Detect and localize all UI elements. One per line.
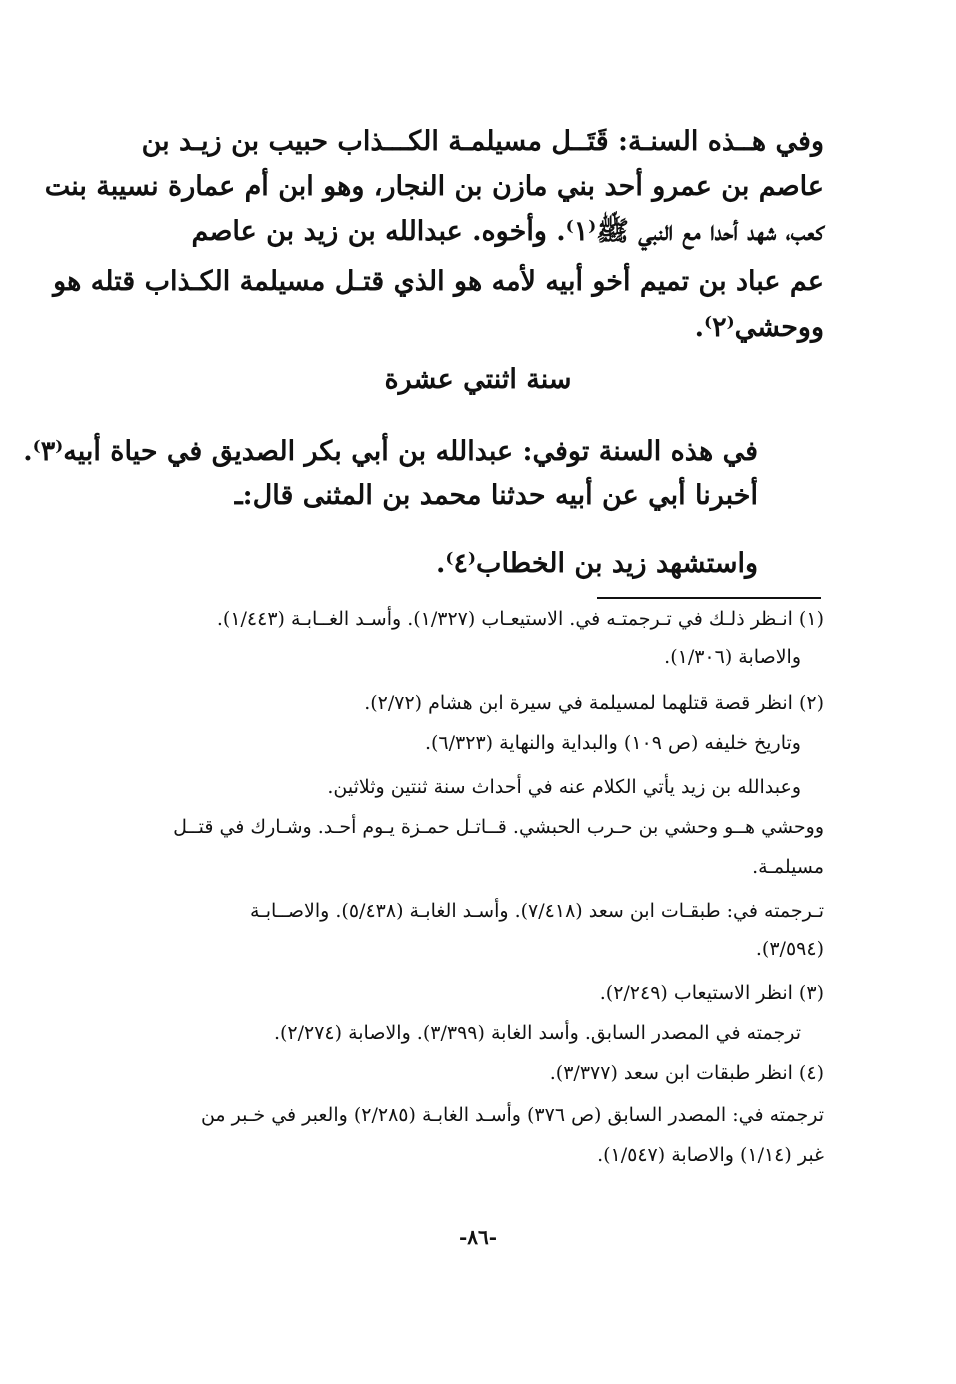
body-line: عم عباد بن تميم أخو أبيه لأمه هو الذي قتـل مسيلمة الكـذاب قتله هو <box>53 266 824 297</box>
body-line: ووحشي⁽٢⁾. <box>694 312 824 343</box>
footnote-line: غبر (١/١٤) والاصابة (١/٥٤٧). <box>597 1144 824 1166</box>
footnote-line: ترجمته في: المصدر السابق (ص ٣٧٦) وأسـد الغابـة (٢/٢٨٥) والعبر في خـبر من <box>200 1104 824 1126</box>
footnote-line: وتاريخ خليفه (ص ١٠٩) والبداية والنهاية (٦/٣٢٣). <box>424 732 801 754</box>
footnote-line: (٣) انظر الاستيعاب (٢/٢٤٩). <box>599 982 824 1004</box>
body-line: عاصم بن عمرو أحد بني مازن بن النجار، وهو ابن أم عمارة نسيبة بنت <box>44 171 824 202</box>
footnote-line: والاصابة (١/٣٠٦). <box>664 646 801 668</box>
footnote-line: (٤) انظر طبقات ابن سعد (٣/٣٧٧). <box>549 1062 824 1084</box>
body-line: كعب، شهد أحدا مع النبي ﷺ⁽١⁾. وأخوه. عبدالله بن زيد بن عاصم <box>191 216 824 247</box>
section-line: واستشهد زيد بن الخطاب⁽٤⁾. <box>436 548 758 579</box>
section-heading: سنة اثنتي عشرة <box>384 364 572 395</box>
footnote-line: ترجمته في المصدر السابق. وأسد الغابة (٣/٣٩٩). والاصابة (٢/٢٧٤). <box>273 1022 801 1044</box>
footnote-line: (٣/٥٩٤). <box>755 938 824 960</box>
footnote-line: ووحشي هــو وحشي بن حـرب الحبشي. قــاتـل حمـزة يـوم أحـد. وشـارك في قتــل <box>173 816 824 838</box>
footnote-line: وعبدالله بن زيد يأتي الكلام عنه في أحداث سنة ثنتين وثلاثين. <box>327 776 801 798</box>
section-line: أخبرنا أبي عن أبيه حدثنا محمد بن المثنى قال:ـ <box>234 480 758 511</box>
footnote-line: (٢) انظر قصة قتلهما لمسيلمة في سيرة ابن هشام (٢/٧٢). <box>364 692 824 714</box>
footnote-line: (١) انـظر ذلـك في تـرجمتـه في. الاستيعـاب (١/٣٢٧). وأسـد الغــابـة (١/٤٤٣). <box>216 608 824 630</box>
page-number: -٨٦- <box>458 1225 498 1249</box>
body-line: وفي هــذه السنـة: قَتَــل مسيلمـة الكـــذاب حبيب بن زيـد بن <box>141 126 824 157</box>
footnote-line: مسيلمـة. <box>752 856 824 878</box>
footnote-line: تـرجمته في: طبقـات ابن سعد (٧/٤١٨). وأسـد الغابـة (٥/٤٣٨). والاصــابـة <box>249 900 824 922</box>
section-line: في هذه السنة توفي: عبدالله بن أبي بكر الصديق في حياة أبيه⁽٣⁾. <box>23 436 758 467</box>
footnote-separator <box>597 597 821 599</box>
